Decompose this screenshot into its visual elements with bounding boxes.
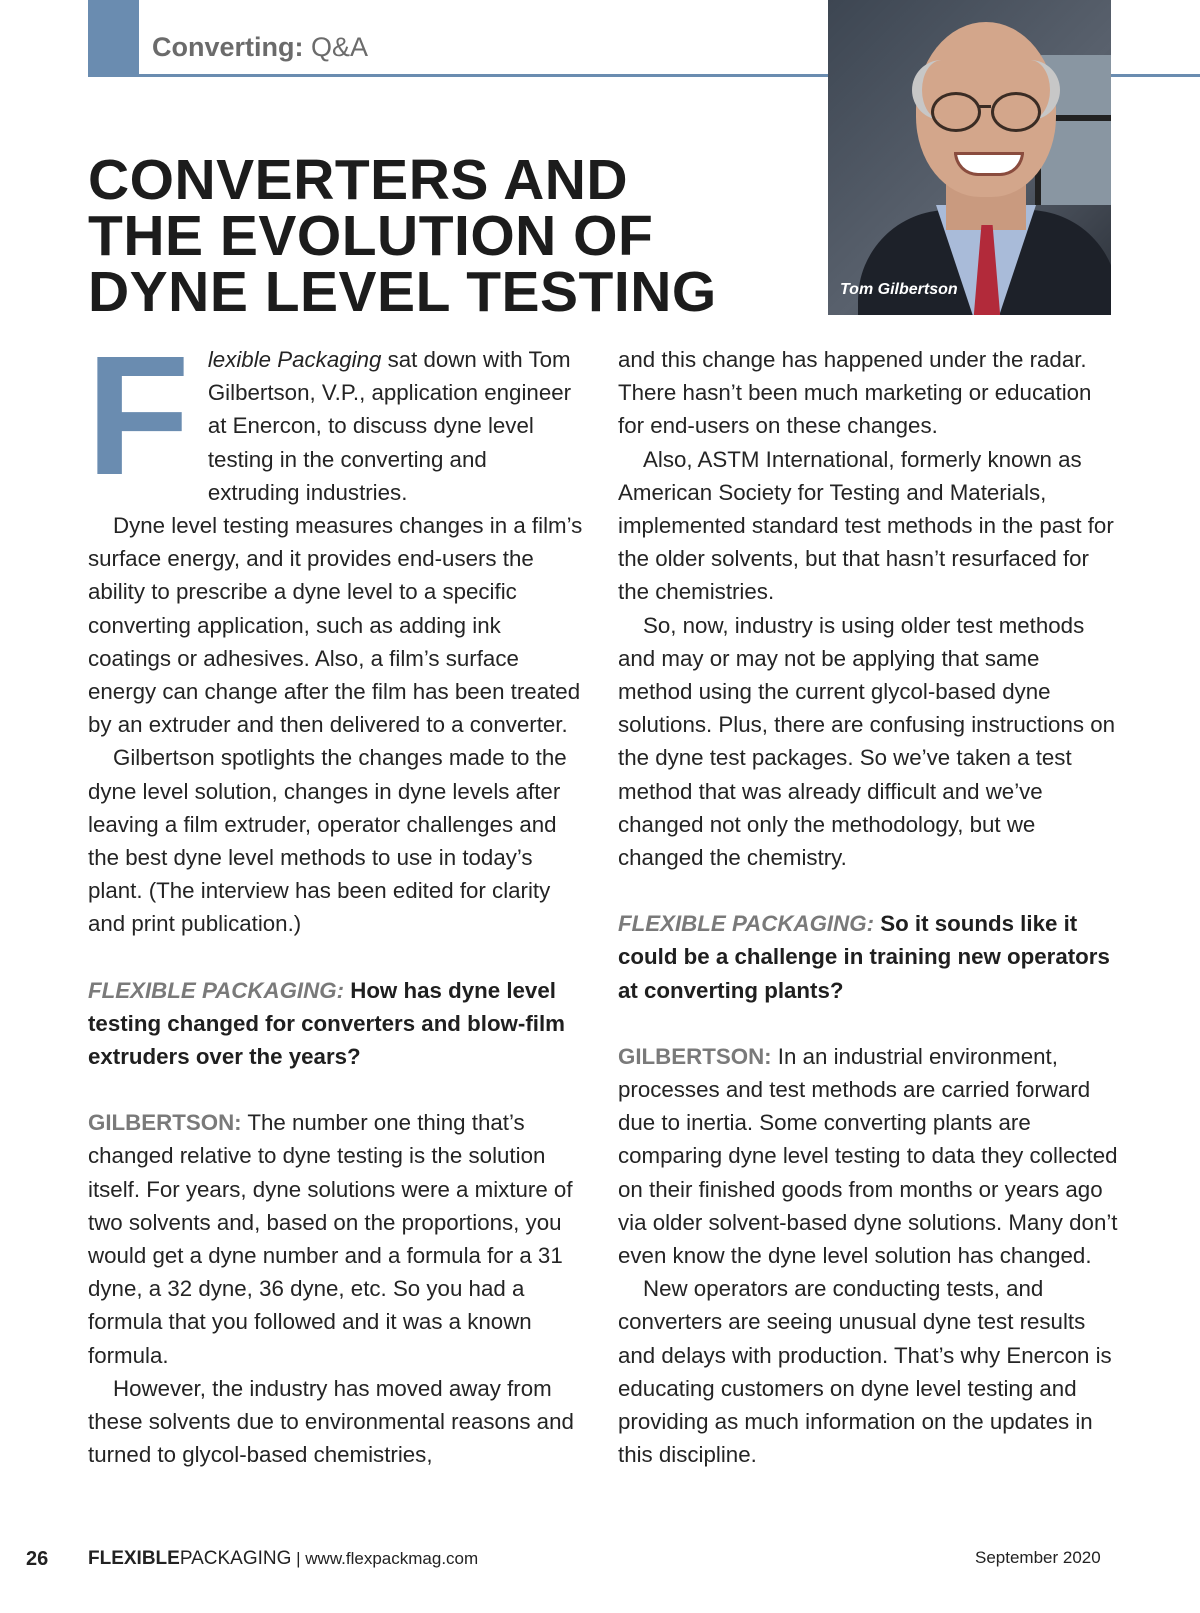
- spacer: [88, 1073, 584, 1106]
- issue-date: September 2020: [975, 1548, 1101, 1567]
- photo-glasses-bridge: [978, 105, 991, 108]
- paragraph-astm: Also, ASTM International, formerly known as American Society for Testing and Materials, implemented standard test methods in the past for the older solvents, but that hasn’t resurfaced for the chemistries.: [618, 446, 1114, 605]
- answer-2-label: GILBERTSON:: [618, 1043, 772, 1069]
- page-number: 26: [26, 1548, 49, 1570]
- paragraph-dyne-measures: Dyne level testing measures changes in a film’s surface energy, and it provides end-users the ability to prescribe a dyne level to a specific converting application, such as adding ink coatings or adhesives. Also, a film’s surface energy can change after the film has been treated by an extruder and then delivered to a converter.: [88, 513, 583, 738]
- photo-glasses-left: [931, 92, 981, 132]
- answer-1-label: GILBERTSON:: [88, 1110, 242, 1136]
- paragraph-spotlights: Gilbertson spotlights the changes made to the dyne level solution, changes in dyne levels after leaving a film extruder, operator challenges and the best dyne level methods to use in today’s plant. (The interview has been edited for clarity and print publication.): [88, 745, 567, 937]
- footer-brand: [88, 1548, 478, 1570]
- answer-1-text: The number one thing that’s changed relative to dyne testing is the solution itself. For years, dyne solutions were a mixture of two solvents and, based on the proportions, you would get a dyne number and a formula for a 31 dyne, a 32 dyne, 36 dyne, etc. So you had a formula that you followed and it was a known formula.: [88, 1110, 573, 1368]
- spacer: [618, 874, 1118, 907]
- question-2-text: So it sounds like it could be a challenge in training new operators at converting plants?: [618, 911, 1110, 1003]
- photo-glasses-right: [991, 92, 1041, 132]
- photo-caption: Tom Gilbertson: [840, 281, 958, 298]
- question-1-text: How has dyne level testing changed for converters and blow-film extruders over the years?: [88, 977, 565, 1070]
- answer-2-text: In an industrial environment, processes and test methods are carried forward due to inertia. Some converting plants are comparing dyne level testing to data they collected on their finished goods from months or years ago via older solvent-based dyne solutions. Many don’t even know the dyne level solution has changed.: [618, 1043, 1118, 1269]
- brand-rest: PACKAGING: [179, 1548, 292, 1569]
- paragraph-so-now: So, now, industry is using older test methods and may or may not be applying that same method using the current glycol-based dyne solutions. Plus, there are confusing instructions on the dyne test packages. So we’ve taken a test method that was already difficult and we’ve changed not only the methodology, but we changed the chemistry.: [618, 612, 1115, 871]
- intro-paragraph: [86, 321, 584, 511]
- article-headline: [88, 148, 808, 324]
- question-1-label: FLEXIBLE PACKAGING:: [88, 977, 345, 1003]
- spacer: [618, 1007, 1118, 1040]
- author-photo: [828, 0, 1111, 315]
- headline-line-2: THE EVOLUTION OF: [88, 204, 654, 268]
- drop-cap: F: [86, 321, 190, 511]
- answer-2: [618, 1040, 1118, 1272]
- paragraph-new-operators: New operators are conducting tests, and converters are seeing unusual dyne test results and delays with production. That’s why Enercon is educating customers on dyne level testing and providing as much information on the updates in this discipline.: [618, 1276, 1112, 1468]
- section-label: [152, 32, 368, 63]
- spacer: [88, 941, 584, 974]
- section-label-bold: Converting:: [152, 32, 304, 62]
- intro-publication-name: lexible Packaging: [207, 347, 382, 372]
- headline-line-3: DYNE LEVEL TESTING: [88, 260, 717, 324]
- section-label-rest: Q&A: [303, 32, 369, 62]
- header-accent-block: [88, 0, 139, 77]
- footer-url-link[interactable]: | www.flexpackmag.com: [291, 1549, 479, 1568]
- answer-1: [88, 1106, 584, 1372]
- question-1: [88, 974, 584, 1074]
- question-2-label: FLEXIBLE PACKAGING:: [618, 911, 875, 937]
- column-left: [86, 321, 584, 1472]
- paragraph-continued: and this change has happened under the radar. There hasn’t been much marketing or education for end-users on these changes.: [618, 347, 1092, 439]
- column-right: [618, 343, 1118, 1472]
- question-2: [618, 907, 1118, 1007]
- brand-bold: FLEXIBLE: [88, 1548, 180, 1569]
- headline-line-1: CONVERTERS AND: [88, 148, 629, 212]
- intro-text: sat down with Tom Gilbertson, V.P., application engineer at Enercon, to discuss dyne level testing in the converting and extruding industries.: [207, 347, 572, 505]
- paragraph-however: However, the industry has moved away from these solvents due to environmental reasons and turned to glycol-based chemistries,: [88, 1375, 574, 1468]
